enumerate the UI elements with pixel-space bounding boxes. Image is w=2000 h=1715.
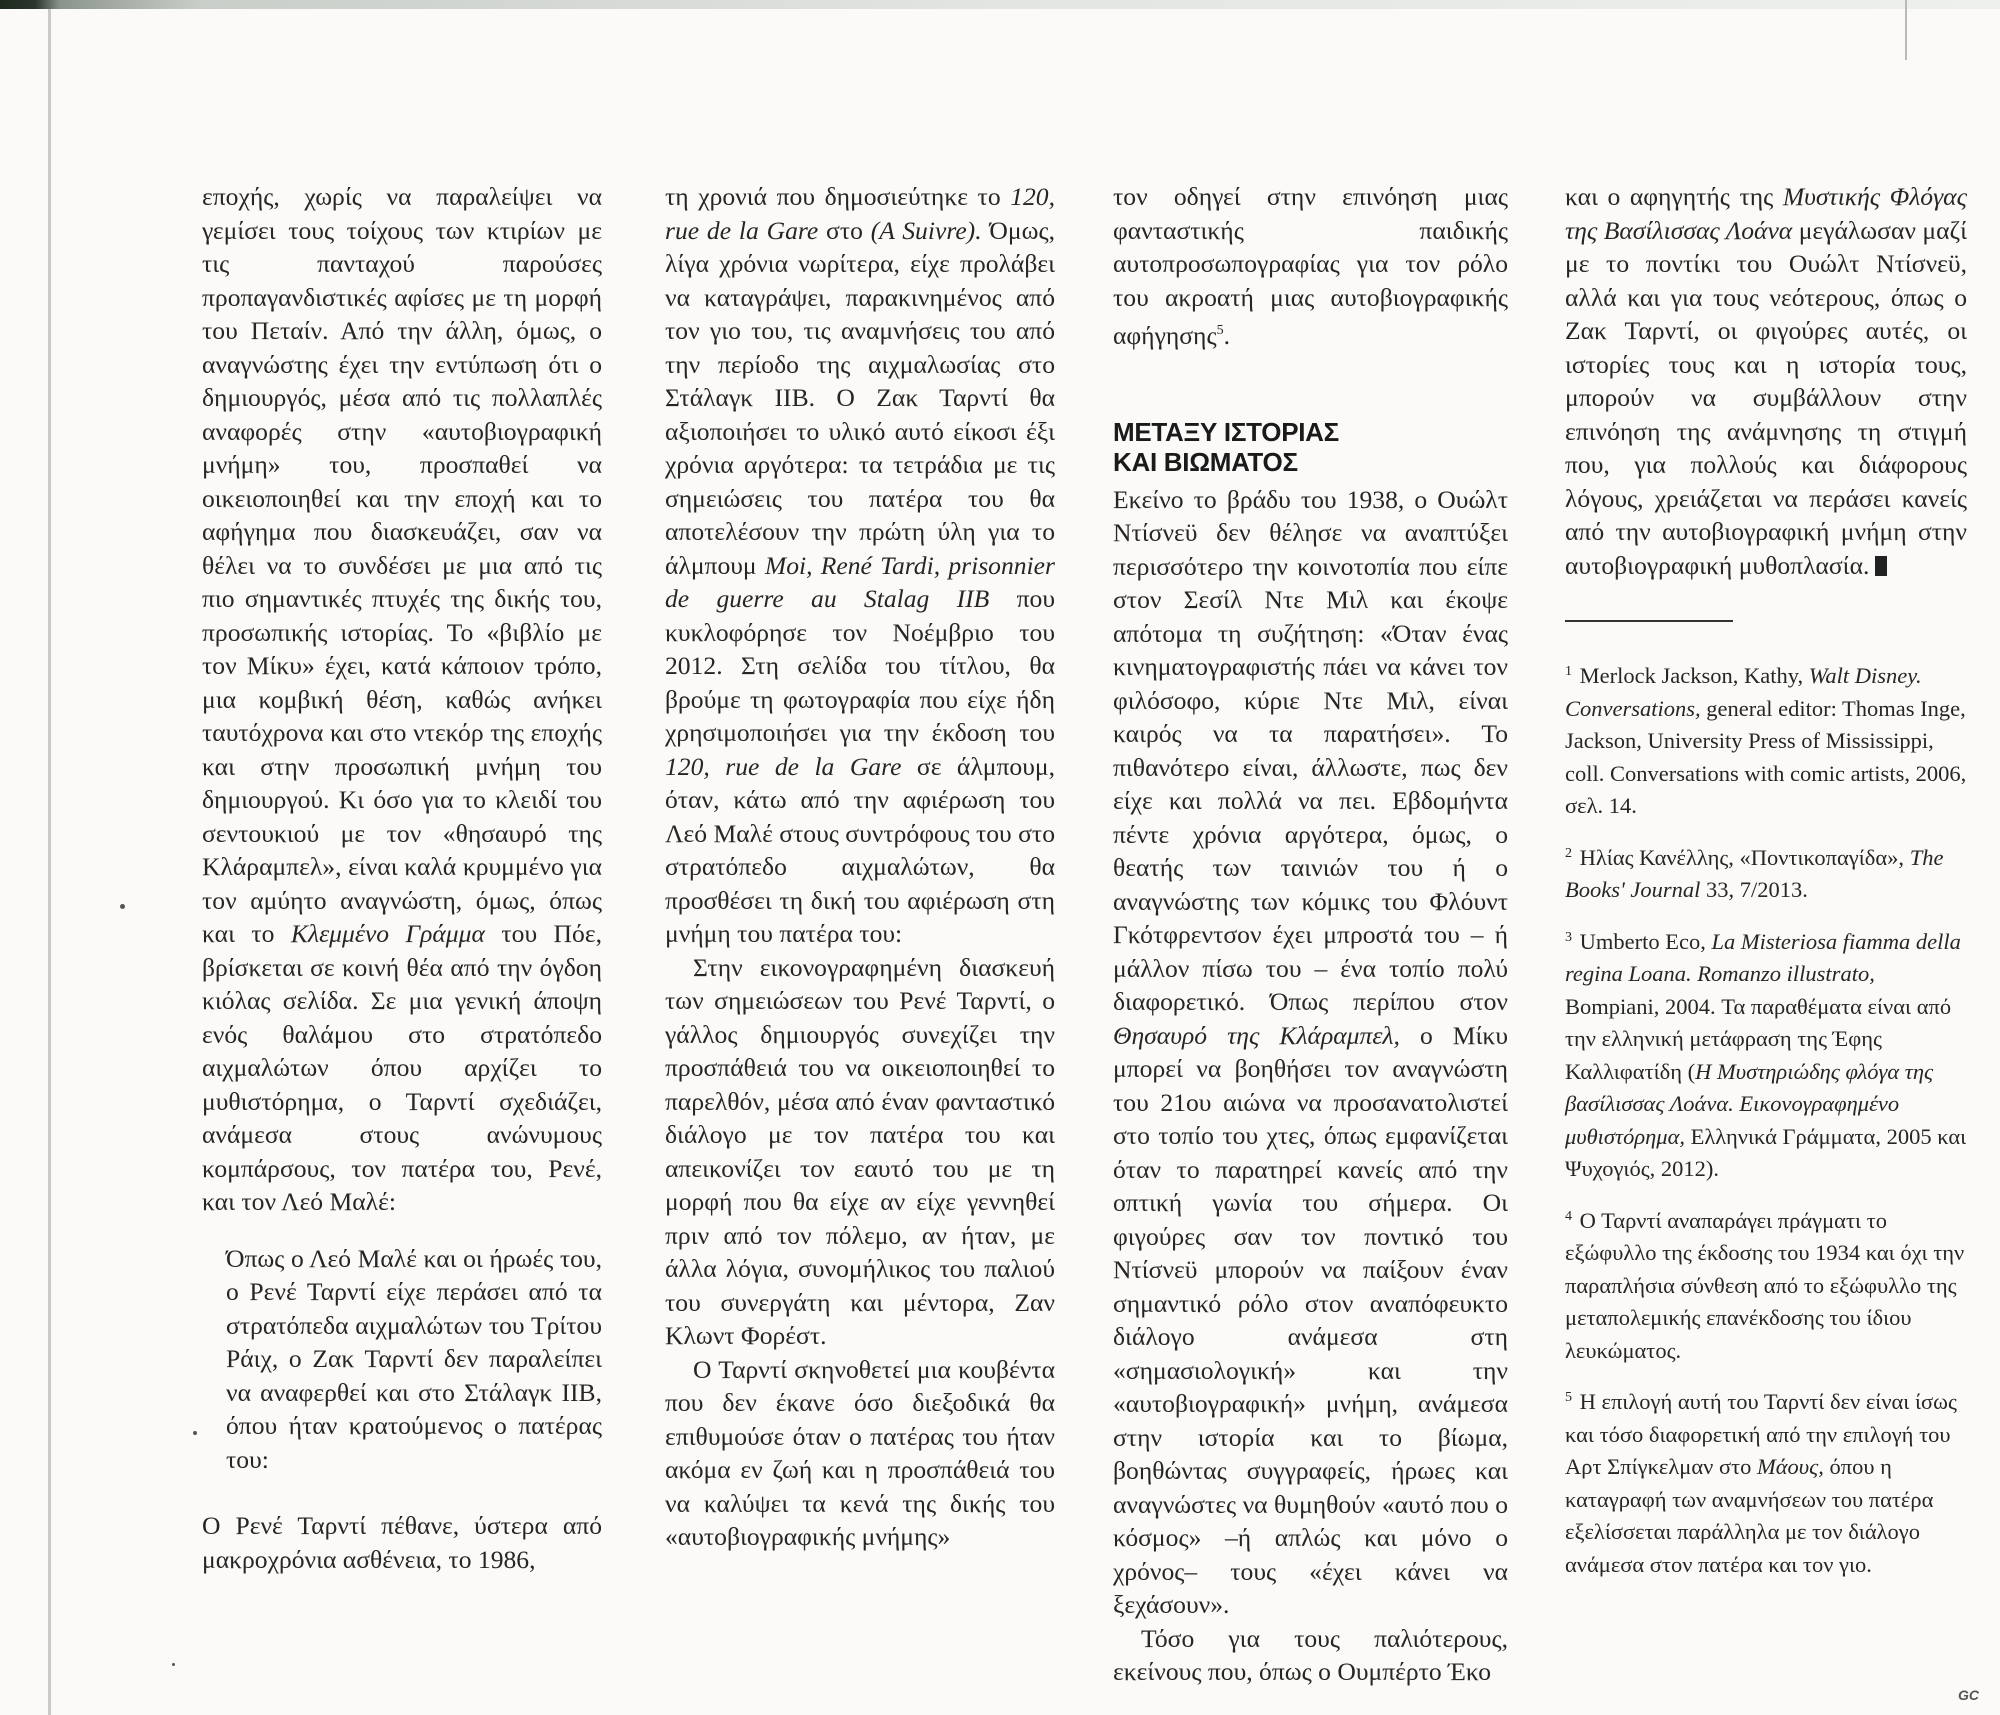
- column-3: [1113, 180, 1508, 1689]
- column-2: [665, 180, 1055, 1554]
- col1-block-quote: Όπως ο Λεό Μαλέ και οι ήρωές του, ο Ρενέ Ταρντί είχε περάσει από τα στρατόπεδα αιχμαλώτων του Τρίτου Ράιχ, ο Ζακ Ταρντί δεν παραλείπει να αναφερθεί και στο Στάλαγκ IIB, όπου ήταν κρατούμενος ο πατέρας του:: [226, 1243, 602, 1474]
- scan-edge-left: [48, 9, 51, 1715]
- scan-speck: [172, 1663, 175, 1666]
- column-4: [1565, 180, 1967, 1596]
- column-1: [202, 180, 602, 1576]
- footnote-2: $^2$ Ηλίας Κανέλλης, «Ποντικοπαγίδα», The Books' Journal 33, 7/2013.: [1565, 844, 1944, 902]
- scan-speck: [120, 904, 125, 909]
- col1-paragraph-1: εποχής, χωρίς να παραλείψει να γεμίσει τους τοίχους των κτιρίων με τις πανταχού παρούσες προπαγανδιστικές αφίσες με τη μορφή του Πεταίν. Από την άλλη, όμως, ο αναγνώστης έχει την εντύπωση ότι ο δημιουργός, μέσα από τις πολλαπλές αναφορές στην «αυτοβιογραφική μνήμη» του, προσπαθεί να οικειοποιηθεί και την εποχή και το αφήγημα που διασκευάζει, σαν να θέλει να το συνδέσει με μια από τις πιο σημαντικές πτυχές της δικής του, προσωπικής ιστορίας. Το «βιβλίο με τον Μίκυ» έχει, κατά κάποιον τρόπο, μια κομβική θέση, καθώς ανήκει ταυτόχρονα και στο ντεκόρ της εποχής και στην προσωπική μνήμη του δημιουργού. Κι όσο για το κλειδί του σεντουκιού με τον «θησαυρό της Κλάραμπελ», είναι καλά κρυμμένο για τον αμύητο αναγνώστη, όμως, όπως και το Κλεμμένο Γράμμα του Πόε, βρίσκεται σε κοινή θέα από την όγδοη κιόλας σελίδα. Σε μια γενική άποψη ενός θαλάμου στο στρατόπεδο αιχμαλώτων όπου αρχίζει το μυθιστόρημα, ο Ταρντί σχεδιάζει, ανάμεσα στους ανώνυμους κομπάρσους, τον πατέρα του, Ρενέ, και τον Λεό Μαλέ:: [202, 182, 602, 1216]
- col1-paragraph-2: Ο Ρενέ Ταρντί πέθανε, ύστερα από μακροχρόνια ασθένεια, το 1986,: [202, 1511, 602, 1574]
- footnote-1: $^1$ Merlock Jackson, Kathy, Walt Disney. Conversations, general editor: Thomas Inge, Jackson, University Press of Mississippi, coll. Conversations with comic artists, 2006, σελ. 14.: [1565, 663, 1967, 818]
- section-heading: ΜΕΤΑΞΥ ΙΣΤΟΡΙΑΣ ΚΑΙ ΒΙΩΜΑΤΟΣ: [1113, 416, 1339, 477]
- corner-watermark: GC: [1958, 1687, 1979, 1703]
- scan-edge-top: [0, 0, 2000, 9]
- col3-paragraph-3: Τόσο για τους παλιότερους, εκείνους που, όπως ο Ουμπέρτο Έκο: [1113, 1623, 1508, 1686]
- footnote-5: $^5$ Η επιλογή αυτή του Ταρντί δεν είναι ίσως και τόσο διαφορετική από την επιλογή του Αρτ Σπίγκελμαν στο Μάους, όπου η καταγραφή των αναμνήσεων του πατέρα εξελίσσεται παράλληλα με τον διάλογο ανάμεσα στον πατέρα και τον γιο.: [1565, 1389, 1957, 1577]
- footnote-4: $^4$ Ο Ταρντί αναπαράγει πράγματι το εξώφυλλο της έκδοσης του 1934 και όχι την παραπλήσια σύνθεση από το εξώφυλλο της μεταπολεμικής επανέκδοσης του ίδιου λευκώματος.: [1565, 1207, 1965, 1363]
- col3-paragraph-1: τον οδηγεί στην επινόηση μιας φανταστικής παιδικής αυτοπροσωπογραφίας για τον ρόλο του ακροατή μιας αυτοβιογραφικής αφήγησης$^5$.: [1113, 182, 1508, 350]
- col2-paragraph-1: τη χρονιά που δημοσιεύτηκε το 120, rue de la Gare στο (A Suivre). Όμως, λίγα χρόνια νωρίτερα, είχε προλάβει να καταγράψει, παρακινημένος από τον γιο του, τις αναμνήσεις του από την περίοδο της αιχμαλωσίας στο Στάλαγκ IIB. Ο Ζακ Ταρντί θα αξιοποιήσει το υλικό αυτό είκοσι έξι χρόνια αργότερα: τα τετράδια με τις σημειώσεις του πατέρα του θα αποτελέσουν την πρώτη ύλη για το άλμπουμ Moi, René Tardi, prisonnier de guerre au Stalag IIB που κυκλοφόρησε τον Νοέμβριο του 2012. Στη σελίδα του τίτλου, θα βρούμε τη φωτογραφία που είχε ήδη χρησιμοποιήσει για την έκδοση του 120, rue de la Gare σε άλμπουμ, όταν, κάτω από την αφιέρωση του Λεό Μαλέ στους συντρόφους του στο στρατόπεδο αιχμαλώτων, θα προσθέσει τη δική του αφιέρωση στη μνήμη του πατέρα του:: [665, 182, 1056, 948]
- col2-paragraph-3: Ο Ταρντί σκηνοθετεί μια κουβέντα που δεν έκανε όσο διεξοδικά θα επιθυμούσε όταν ο πατέρας του ήταν ακόμα εν ζωή και η προσπάθειά του να καλύψει τα κενά της δικής του «αυτοβιογραφικής μνήμης»: [665, 1354, 1055, 1551]
- col4-paragraph-1: και ο αφηγητής της Μυστικής Φλόγας της Βασίλισσας Λοάνα μεγάλωσαν μαζί με το ποντίκι του Ουώλτ Ντίσνεϋ, αλλά και για τους νεότερους, όπως ο Ζακ Ταρντί, οι φιγούρες αυτές, οι ιστορίες τους και η ιστορία τους, μπορούν να συμβάλλουν στην επινόηση της ανάμνησης τη στιγμή που, για πολλούς και διάφορους λόγους, χρειάζεται να περάσει κανείς από την αυτοβιογραφική μνήμη στην αυτοβιογραφική μυθοπλασία.: [1565, 182, 1967, 580]
- footnote-3: $^3$ Umberto Eco, La Misteriosa fiamma della regina Loana. Romanzo illustrato, Bompiani, 2004. Τα παραθέματα είναι από την ελληνική μετάφραση της Έφης Καλλιφατίδη (Η Μυστηριώδης φλόγα της βασίλισσας Λοάνα. Εικονογραφημένο μυθιστόρημα, Ελληνικά Γράμματα, 2005 και Ψυχογιός, 2012).: [1565, 928, 1967, 1181]
- footnotes-divider: [1565, 620, 1733, 622]
- col3-paragraph-2: Εκείνο το βράδυ του 1938, ο Ουώλτ Ντίσνεϋ δεν θέλησε να αναπτύξει περισσότερο την κοινοτοπία που είπε στον Σεσίλ Ντε Μιλ και έκοψε απότομα τη συζήτηση: «Όταν ένας κινηματογραφιστής πάει να κάνει τον φιλόσοφο, κύριε Ντε Μιλ, είναι καιρός να τα παρατήσει». Το πιθανότερο είναι, άλλωστε, πως δεν είχε και πολλά να πει. Εβδομήντα πέντε χρόνια αργότερα, όμως, ο θεατής των ταινιών του ή ο αναγνώστης των κόμικς του Φλόυντ Γκότφρεντσον έχει μπροστά του – ή μάλλον πίσω του – ένα τοπίο πολύ διαφορετικό. Όπως περίπου στον Θησαυρό της Κλάραμπελ, ο Μίκυ μπορεί να βοηθήσει τον αναγνώστη του 21ου αιώνα να προσανατολιστεί στο τοπίο του χτες, όπως εμφανίζεται όταν το παρατηρεί κανείς από την οπτική γωνία του σήμερα. Οι φιγούρες σαν τον ποντικό του Ντίσνεϋ μπορούν να παίξουν έναν σημαντικό ρόλο στον αναπόφευκτο διάλογο ανάμεσα στη «σημασιολογική» και την «αυτοβιογραφική» μνήμη, ανάμεσα στην ιστορία και το βίωμα, βοηθώντας συγγραφείς, ήρωες και αναγνώστες να θυμηθούν «αυτό που ο κόσμος» –ή απλώς και μόνο ο χρόνος– τους «έχει κάνει να ξεχάσουν».: [1113, 484, 1508, 1619]
- scan-edge-right: [1905, 0, 1907, 60]
- col2-paragraph-2: Στην εικονογραφημένη διασκευή των σημειώσεων του Ρενέ Ταρντί, ο γάλλος δημιουργός συνεχίζει την προσπάθειά του να οικειοποιηθεί το παρελθόν, μέσα από έναν φανταστικό διάλογο με τον πατέρα του και απεικονίζει τον εαυτό του με τη μορφή που θα είχε αν είχε γεννηθεί πριν από τον πόλεμο, αν ήταν, με άλλα λόγια, συνομήλικος του παλιού του συνεργάτη και μέντορα, Ζαν Κλωντ Φορέστ.: [665, 952, 1055, 1350]
- end-of-article-icon: [1875, 556, 1887, 576]
- scan-speck: [193, 1431, 197, 1435]
